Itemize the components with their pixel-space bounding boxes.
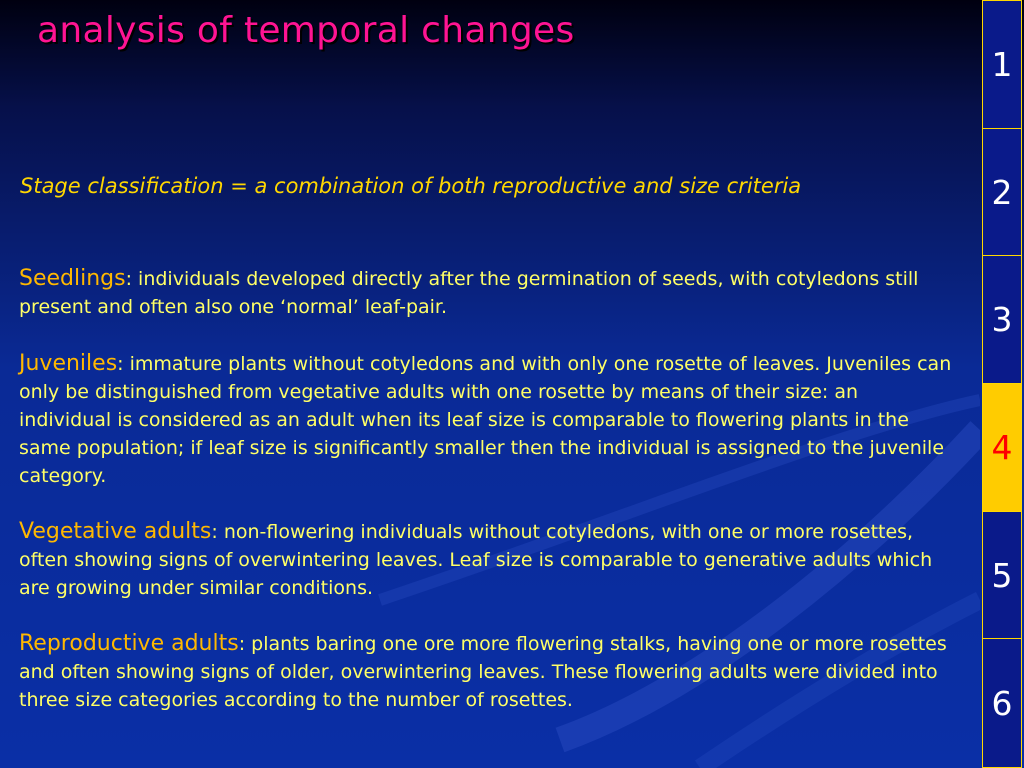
nav-button-2[interactable] — [982, 128, 1022, 256]
definition-text-juveniles: : immature plants without cotyledons and with only one rosette of leaves. Juveniles can only be distinguished from vegetative adults with one rosette by means of their size: an individual is considered as an adult when its leaf size is comparable to flowering plants in the same population; if leaf size is significantly smaller then the individual is assigned to the juvenile category. — [19, 353, 952, 487]
nav-button-1[interactable] — [982, 0, 1022, 129]
nav-label-1: 1 — [991, 45, 1013, 84]
term-reproductive-adults: Reproductive adults — [19, 631, 239, 656]
slide-subtitle: Stage classification = a combination of both reproductive and size criteria — [20, 174, 802, 198]
definition-text-seedlings: : individuals developed directly after the germination of seeds, with cotyledons still present and often also one ‘normal’ leaf-pair. — [19, 268, 919, 318]
slide-title: analysis of temporal changes — [37, 10, 575, 51]
nav-button-3[interactable] — [982, 255, 1022, 384]
term-seedlings: Seedlings — [19, 266, 126, 291]
nav-button-4[interactable] — [982, 383, 1022, 512]
nav-label-2: 2 — [991, 172, 1013, 212]
nav-label-5: 5 — [991, 555, 1013, 595]
nav-label-3: 3 — [991, 300, 1013, 339]
definition-text-vegetative-adults: : non-flowering individuals without cotyledons, with one or more rosettes, often showing signs of overwintering leaves. Leaf size is comparable to generative adults which are growing under similar conditions. — [19, 521, 933, 599]
slide-navigation — [982, 0, 1022, 768]
term-vegetative-adults: Vegetative adults — [19, 519, 212, 544]
definition-juveniles — [19, 350, 954, 490]
nav-button-6[interactable] — [982, 638, 1022, 768]
term-juveniles: Juveniles — [19, 351, 118, 376]
definition-seedlings — [19, 265, 954, 321]
nav-label-4: 4 — [991, 428, 1013, 467]
nav-label-6: 6 — [991, 683, 1013, 723]
definition-vegetative-adults — [19, 518, 954, 602]
definition-text-reproductive-adults: : plants baring one ore more flowering stalks, having one or more rosettes and often showing signs of older, overwintering leaves. These flowering adults were divided into three size categories according to the number of rosettes. — [19, 633, 947, 711]
nav-button-5[interactable] — [982, 511, 1022, 639]
definition-reproductive-adults — [19, 630, 954, 714]
